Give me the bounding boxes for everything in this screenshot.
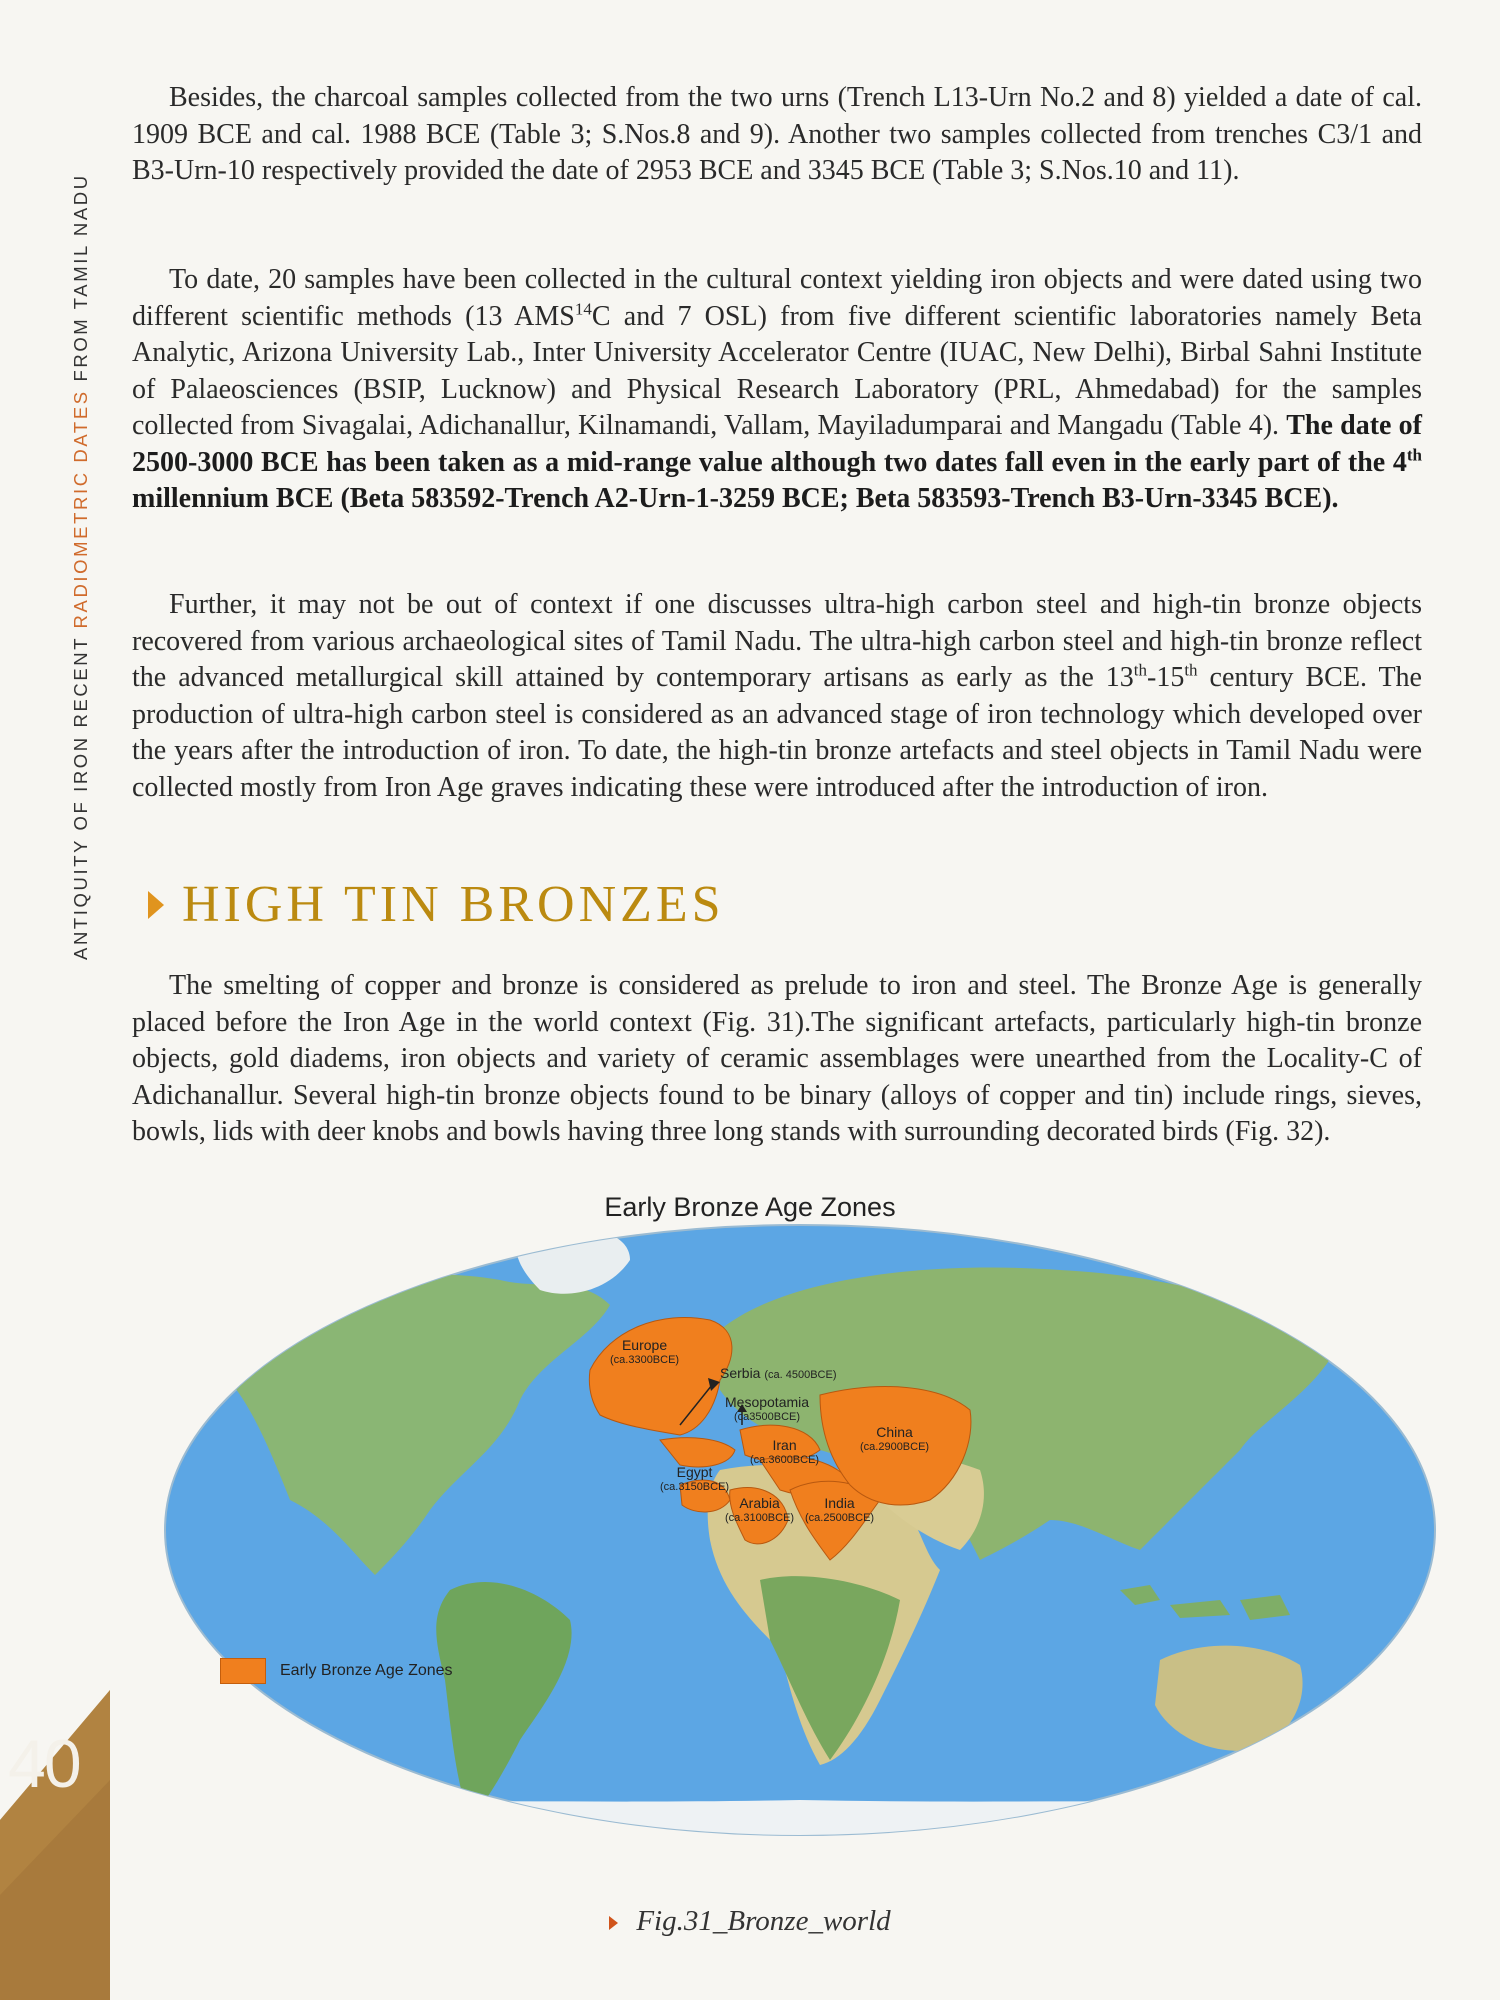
caption-text: Fig.31_Bronze_world	[636, 1905, 891, 1937]
p3-b: -15	[1147, 662, 1185, 693]
p2-bold1: The date of 2500-3000 BCE has been taken as a mid-range value although two dates fall even in the early part of the 4	[132, 410, 1422, 478]
paragraph-3	[132, 587, 1422, 806]
label-serbia: Serbia (ca. 4500BCE)	[720, 1365, 837, 1381]
section-title: HIGH TIN BRONZES	[182, 876, 725, 933]
legend-swatch	[220, 1658, 266, 1684]
p2-bold2: millennium BCE (Beta 583592-Trench A2-Urn-1-3259 BCE; Beta 583593-Trench B3-Urn-3345 BCE).	[132, 483, 1339, 514]
running-title-part3: FROM TAMIL NADU	[70, 173, 91, 390]
p3-a: Further, it may not be out of context if one discusses ultra-high carbon steel and high-tin bronze objects recovered from various archaeological sites of Tamil Nadu. The ultra-high carbon steel and high-tin bronze reflect the advanced metallurgical skill attained by contemporary artisans as early as the 13	[132, 589, 1422, 693]
label-mesopotamia: Mesopotamia (ca3500BCE)	[725, 1394, 810, 1423]
p2-b: C and 7 OSL) from five different scientific laboratories namely Beta Analytic, Arizona University Lab., Inter University Accelerator Centre (IUAC, New Delhi), Birbal Sahni Institute of Palaeosciences (BSIP, Lucknow) and Physical Research Laboratory (PRL, Ahmedabad) for the samples collected from Sivagalai, Adichanallur, Kilnamandi, Vallam, Mayiladumparai and Mangadu (Table 4).	[132, 300, 1422, 441]
running-title	[70, 173, 92, 960]
paragraph-4	[132, 968, 1422, 1151]
paragraph-4-text: The smelting of copper and bronze is considered as prelude to iron and steel. The Bronze Age is generally placed before the Iron Age in the world context (Fig. 31).The significant artefacts, particularly high-tin bronze objects, gold diadems, iron objects and variety of ceramic assemblages were unearthed from the Locality-C of Adichanallur. Several high-tin bronze objects found to be binary (alloys of copper and tin) include rings, sieves, bowls, lids with deer knobs and bowls having three long stands with surrounding decorated birds (Fig. 32).	[132, 970, 1422, 1147]
paragraph-1-text: Besides, the charcoal samples collected from the two urns (Trench L13-Urn No.2 and 8) yielded a date of cal. 1909 BCE and cal. 1988 BCE (Table 3; S.Nos.8 and 9). Another two samples collected from trenches C3/1 and B3-Urn-10 respectively provided the date of 2953 BCE and 3345 BCE (Table 3; S.Nos.10 and 11).	[132, 82, 1422, 186]
p2-sup2: th	[1406, 445, 1422, 465]
p3-sup1: th	[1133, 660, 1147, 680]
caption-arrow-icon	[609, 1916, 618, 1930]
figure-caption	[0, 1905, 1500, 1938]
label-china: China (ca.2900BCE)	[860, 1424, 930, 1453]
map-graphic	[160, 1220, 1440, 1840]
label-india: India (ca.2500BCE)	[805, 1495, 875, 1524]
paragraph-3-text	[132, 587, 1422, 806]
p3-sup2: th	[1184, 660, 1198, 680]
antarctica	[160, 1800, 1440, 1840]
section-heading	[148, 875, 725, 934]
paragraph-2	[132, 262, 1422, 518]
p2-sup1: 14	[574, 299, 592, 319]
running-title-part1: ANTIQUITY OF IRON RECENT	[70, 628, 91, 960]
world-map	[160, 1220, 1440, 1840]
paragraph-1	[132, 80, 1422, 190]
section-arrow-icon	[148, 891, 164, 919]
page-number: 40	[8, 1726, 80, 1802]
label-iran: Iran (ca.3600BCE)	[750, 1437, 820, 1466]
running-title-highlight: RADIOMETRIC DATES	[70, 389, 91, 629]
p2-a: To date, 20 samples have been collected in the cultural context yielding iron objects and were dated using two different scientific methods (13 AMS	[132, 264, 1422, 332]
map-legend	[220, 1658, 453, 1684]
label-arabia: Arabia (ca.3100BCE)	[725, 1495, 795, 1524]
map-title: Early Bronze Age Zones	[604, 1192, 896, 1222]
paragraph-2-text	[132, 262, 1422, 518]
p3-c: century BCE. The production of ultra-high carbon steel is considered as an advanced stage of iron technology which developed over the years after the introduction of iron. To date, the high-tin bronze artefacts and steel objects in Tamil Nadu were collected mostly from Iron Age graves indicating these were introduced after the introduction of iron.	[132, 662, 1422, 803]
label-egypt: Egypt (ca.3150BCE)	[660, 1464, 730, 1493]
legend-label: Early Bronze Age Zones	[280, 1662, 453, 1679]
label-europe: Europe (ca.3300BCE)	[610, 1337, 680, 1366]
